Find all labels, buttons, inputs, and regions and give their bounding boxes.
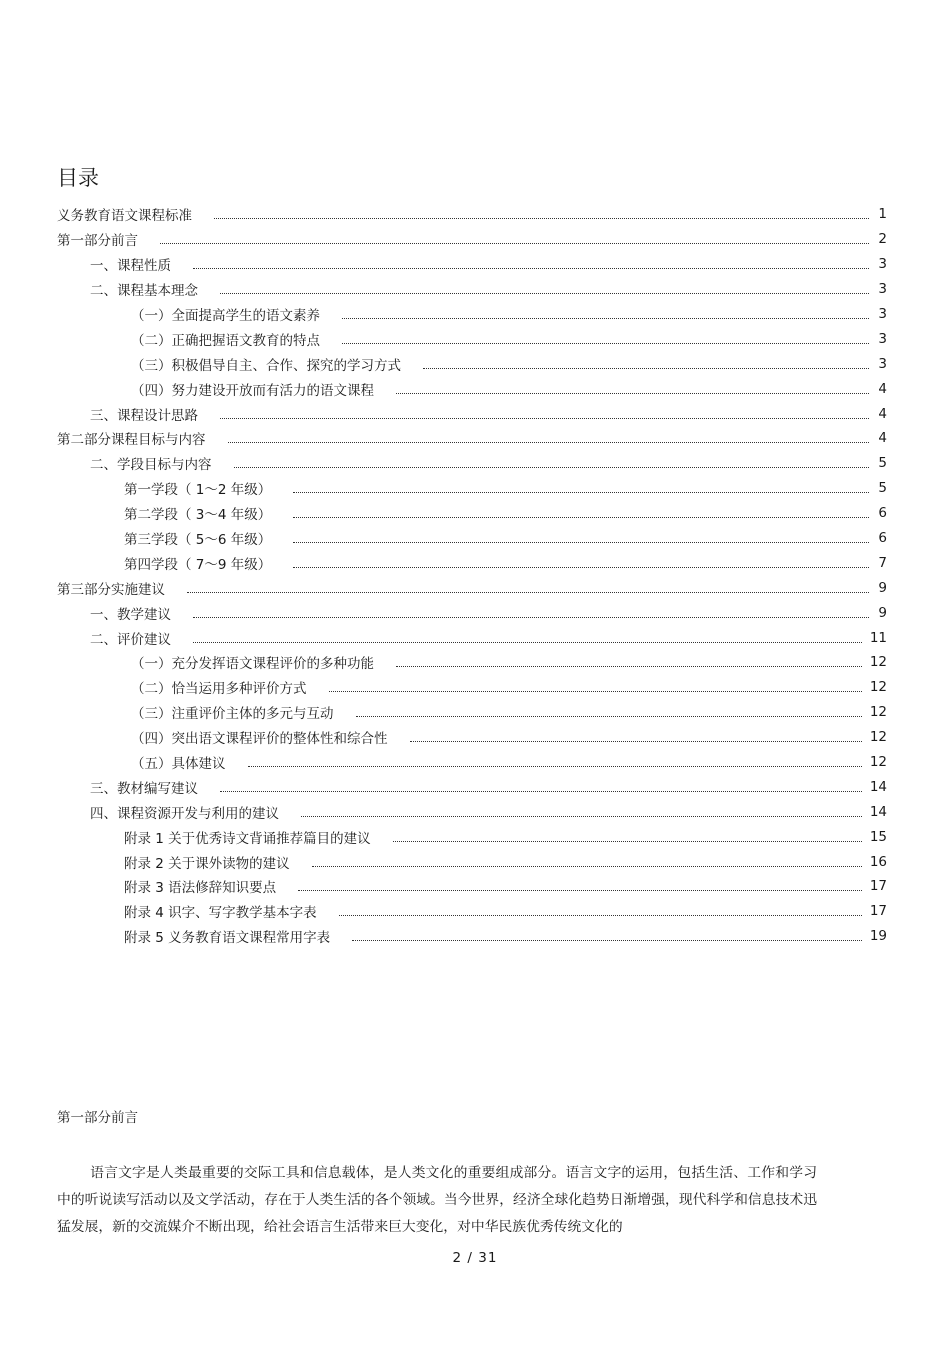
toc-entry-label: 附录 2 关于课外读物的建议 <box>124 855 290 872</box>
toc-entry-label: （二）正确把握语文教育的特点 <box>131 332 320 349</box>
toc-entry-label: 三、教材编写建议 <box>90 780 198 797</box>
dot-leader <box>342 309 869 319</box>
toc-entry-label: 二、评价建议 <box>90 631 171 648</box>
body-paragraph: 语言文字是人类最重要的交际工具和信息载体，是人类文化的重要组成部分。语言文字的运用，包括生活、工作和学习中的听说读写活动以及文学活动，存在于人类生活的各个领域。当今世界，经济全球化趋势日渐增强，现代科学和信息技术迅猛发展，新的交流媒介不断出现，给社会语言生活带来巨大变化，对中华民族优秀传统文化的 <box>57 1165 817 1235</box>
toc-entry-page: 4 <box>878 380 887 397</box>
toc-entry[interactable] <box>57 625 887 650</box>
toc-entry-label: 义务教育语文课程标准 <box>57 208 192 225</box>
toc-entry[interactable] <box>57 351 887 376</box>
toc-entry[interactable] <box>57 650 887 675</box>
dot-leader <box>301 807 862 817</box>
toc-entry-page: 3 <box>878 330 887 347</box>
toc-entry-label: （一）充分发挥语文课程评价的多种功能 <box>131 656 374 673</box>
dot-leader <box>293 483 869 493</box>
toc-entry-page: 16 <box>869 853 887 870</box>
toc-entry[interactable] <box>57 750 887 775</box>
dot-leader <box>248 757 862 767</box>
toc-entry-label: 一、课程性质 <box>90 258 171 275</box>
toc-entry-page: 6 <box>878 530 887 547</box>
toc-entry-page: 15 <box>869 828 887 845</box>
toc-entry-label: 第四学段（ 7～9 年级） <box>124 556 272 573</box>
toc-entry-page: 12 <box>869 654 887 671</box>
toc-entry[interactable] <box>57 874 887 899</box>
toc-entry-label: 第三部分实施建议 <box>57 581 165 598</box>
toc-entry[interactable] <box>57 277 887 302</box>
toc-entry-label: 第二部分课程目标与内容 <box>57 432 206 449</box>
toc-entry[interactable] <box>57 924 887 949</box>
page-indicator: 2 / 31 <box>452 1250 498 1266</box>
toc-entry[interactable] <box>57 376 887 401</box>
dot-leader <box>220 782 862 792</box>
toc-title: 目录 <box>57 166 99 190</box>
toc-entry[interactable] <box>57 600 887 625</box>
dot-leader <box>396 657 862 667</box>
toc-entry-label: 二、课程基本理念 <box>90 283 198 300</box>
toc-entry-page: 3 <box>878 355 887 372</box>
toc-entry-label: 第二学段（ 3～4 年级） <box>124 507 272 524</box>
toc-entry-page: 9 <box>878 604 887 621</box>
dot-leader <box>234 458 870 468</box>
toc-entry[interactable] <box>57 426 887 451</box>
dot-leader <box>293 558 869 568</box>
toc-entry-label: 四、课程资源开发与利用的建议 <box>90 805 279 822</box>
toc-entry-page: 4 <box>878 430 887 447</box>
toc-entry-label: 附录 4 识字、写字教学基本字表 <box>124 905 317 922</box>
toc-entry-page: 5 <box>878 455 887 472</box>
toc-entry-label: 一、教学建议 <box>90 606 171 623</box>
toc-entry[interactable] <box>57 401 887 426</box>
toc-entry-page: 12 <box>869 679 887 696</box>
dot-leader <box>228 433 870 443</box>
toc-entry-label: （四）努力建设开放而有活力的语文课程 <box>131 382 374 399</box>
toc-entry[interactable] <box>57 774 887 799</box>
toc-entry-page: 3 <box>878 281 887 298</box>
toc-entry-label: （三）注重评价主体的多元与互动 <box>131 706 334 723</box>
toc-entry-label: 三、课程设计思路 <box>90 407 198 424</box>
dot-leader <box>329 682 862 692</box>
toc-entry[interactable] <box>57 725 887 750</box>
toc-entry-page: 12 <box>869 704 887 721</box>
dot-leader <box>352 931 862 941</box>
toc-entry[interactable] <box>57 824 887 849</box>
toc-entry-page: 17 <box>869 903 887 920</box>
toc-entry-label: （三）积极倡导自主、合作、探究的学习方式 <box>131 357 401 374</box>
dot-leader <box>214 209 869 219</box>
toc-entry-page: 17 <box>869 878 887 895</box>
toc-entry[interactable] <box>57 326 887 351</box>
toc-entry-label: 第一部分前言 <box>57 233 138 250</box>
toc-entry[interactable] <box>57 700 887 725</box>
dot-leader <box>187 583 869 593</box>
dot-leader <box>160 234 869 244</box>
dot-leader <box>423 359 869 369</box>
toc-entry-label: （一）全面提高学生的语文素养 <box>131 308 320 324</box>
dot-leader <box>193 633 862 643</box>
dot-leader <box>339 906 862 916</box>
section-heading: 第一部分前言 <box>57 1110 138 1126</box>
toc-entry[interactable] <box>57 675 887 700</box>
dot-leader <box>193 608 869 618</box>
toc-entry[interactable] <box>57 476 887 501</box>
toc-entry-page: 6 <box>878 505 887 522</box>
toc-entry[interactable] <box>57 227 887 252</box>
toc-entry-page: 2 <box>878 231 887 248</box>
toc-entry-page: 1 <box>878 206 887 223</box>
toc-entry-page: 3 <box>878 256 887 273</box>
toc-entry-page: 9 <box>878 579 887 596</box>
toc-entry-page: 19 <box>869 928 887 945</box>
dot-leader <box>396 384 869 394</box>
dot-leader <box>293 508 869 518</box>
dot-leader <box>220 409 869 419</box>
toc-entry[interactable] <box>57 451 887 476</box>
toc-entry-page: 5 <box>878 480 887 497</box>
dot-leader <box>298 881 862 891</box>
toc-entry-label: 附录 3 语法修辞知识要点 <box>124 880 277 897</box>
toc-entry-page: 11 <box>869 629 887 646</box>
toc-entry-page: 14 <box>869 778 887 795</box>
dot-leader <box>342 334 869 344</box>
toc-entry-page: 4 <box>878 405 887 422</box>
toc-entry-label: 第一学段（ 1～2 年级） <box>124 482 272 499</box>
toc-entry-label: （五）具体建议 <box>131 756 226 773</box>
toc-entry-page: 3 <box>878 306 887 322</box>
toc-entry-label: （二）恰当运用多种评价方式 <box>131 681 307 698</box>
toc-entry[interactable] <box>57 799 887 824</box>
dot-leader <box>410 732 862 742</box>
toc-entry-page: 14 <box>869 803 887 820</box>
dot-leader <box>220 284 869 294</box>
toc-entry[interactable] <box>57 575 887 600</box>
toc-entry-label: 附录 5 义务教育语文课程常用字表 <box>124 930 331 947</box>
toc-entry-label: 附录 1 关于优秀诗文背诵推荐篇目的建议 <box>124 830 371 847</box>
toc-entry[interactable] <box>57 899 887 924</box>
toc-entry-page: 12 <box>869 729 887 746</box>
toc-entry[interactable] <box>57 501 887 526</box>
toc-entry[interactable] <box>57 252 887 277</box>
toc-entry[interactable] <box>57 526 887 551</box>
dot-leader <box>356 707 862 717</box>
toc-entry-page: 12 <box>869 754 887 771</box>
table-of-contents <box>57 202 887 949</box>
toc-entry-label: 第三学段（ 5～6 年级） <box>124 532 272 549</box>
toc-entry-label: 二、学段目标与内容 <box>90 457 212 474</box>
toc-entry[interactable] <box>57 550 887 575</box>
toc-entry[interactable] <box>57 302 887 327</box>
toc-entry-page: 7 <box>878 554 887 571</box>
dot-leader <box>312 857 862 867</box>
toc-entry[interactable] <box>57 202 887 227</box>
toc-entry-label: （四）突出语文课程评价的整体性和综合性 <box>131 731 388 748</box>
dot-leader <box>293 533 869 543</box>
dot-leader <box>193 259 869 269</box>
dot-leader <box>393 832 862 842</box>
toc-entry[interactable] <box>57 849 887 874</box>
